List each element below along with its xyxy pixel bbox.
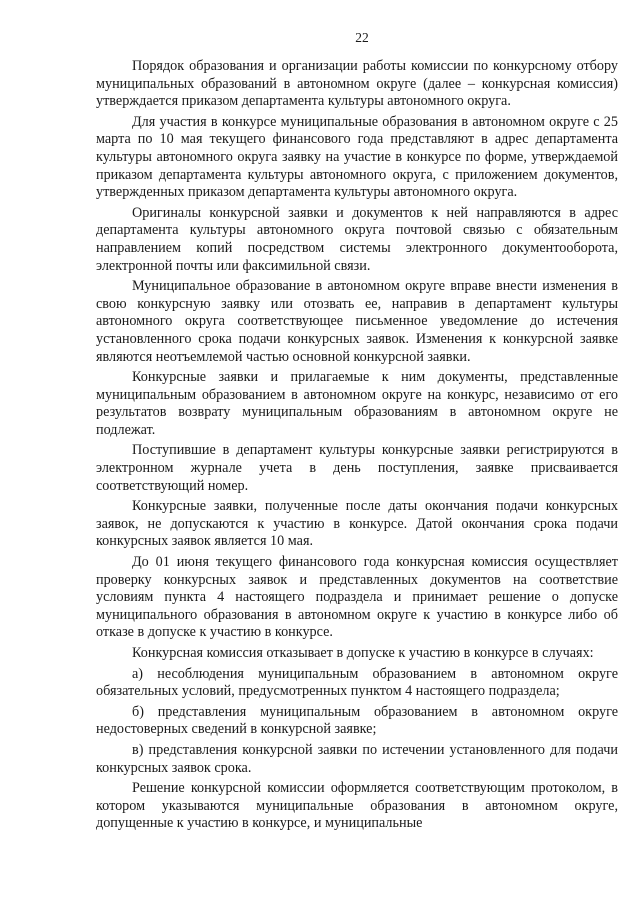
page-number: 22 (355, 30, 369, 45)
list-item-b: б) представления муниципальным образованием в автономном округе недостоверных сведений в конкурсной заявке; (96, 703, 618, 738)
paragraph-review-deadline: До 01 июня текущего финансового года конкурсная комиссия осуществляет проверку конкурсных заявок и представленных документов на соответствие условиям пункта 4 настоящего подраздела и принимает решение о допуске муниципального образования в автономном округе к участию в конкурсе либо об отказе в допуске к участию в конкурсе. (96, 554, 618, 641)
paragraph-late-applications: Конкурсные заявки, полученные после даты окончания подачи конкурсных заявок, не допускаются к участию в конкурсе. Датой окончания срока подачи конкурсных заявок является 10 мая. (96, 498, 618, 550)
paragraph-application-submission: Для участия в конкурсе муниципальные образования в автономном округе с 25 марта по 10 мая текущего финансового года представляют в адрес департамента культуры автономного округа заявку на участие в конкурсе по форме, утверждаемой приказом департамента культуры автономного округа, с приложением документов, утвержденных приказом департамента культуры автономного округа. (96, 113, 618, 201)
paragraph-rejection-cases: Конкурсная комиссия отказывает в допуске к участию в конкурсе в случаях: (132, 645, 594, 661)
paragraph-application-changes: Муниципальное образование в автономном округе вправе внести изменения в свою конкурсную заявку или отозвать ее, направив в департамент культуры автономного округа соответствующее письменное уведомление до истечения установленного срока подачи конкурсных заявок. Изменения к конкурсной заявке являются неотъемлемой частью основной конкурсной заявки. (96, 278, 618, 365)
paragraph-documents-not-returned: Конкурсные заявки и прилагаемые к ним документы, представленные муниципальным образованием в автономном округе на конкурс, независимо от его результатов возврату муниципальным образованиям в автономном округе не подлежат. (96, 369, 618, 438)
document-page (96, 30, 618, 833)
paragraph-registration: Поступившие в департамент культуры конкурсные заявки регистрируются в электронном журнале учета в день поступления, заявке присваивается соответствующий номер. (96, 442, 618, 494)
list-item-a: а) несоблюдения муниципальным образованием в автономном округе обязательных условий, предусмотренных пунктом 4 настоящего подраздела; (96, 665, 618, 700)
paragraph-commission-decision: Решение конкурсной комиссии оформляется соответствующим протоколом, в котором указываются муниципальные образования в автономном округе, допущенные к участию в конкурсе, и муниципальные (96, 780, 618, 832)
paragraph-originals-mailing: Оригиналы конкурсной заявки и документов к ней направляются в адрес департамента культуры автономного округа почтовой связью с обязательным направлением копий посредством системы электронного документооборота, электронной почты или факсимильной связи. (96, 204, 618, 274)
paragraph-commission-procedure: Порядок образования и организации работы комиссии по конкурсному отбору муниципальных образований в автономном округе (далее – конкурсная комиссия) утверждается приказом департамента культуры автономного округа. (96, 58, 618, 110)
list-item-c: в) представления конкурсной заявки по истечении установленного для подачи конкурсных заявок срока. (96, 741, 618, 776)
